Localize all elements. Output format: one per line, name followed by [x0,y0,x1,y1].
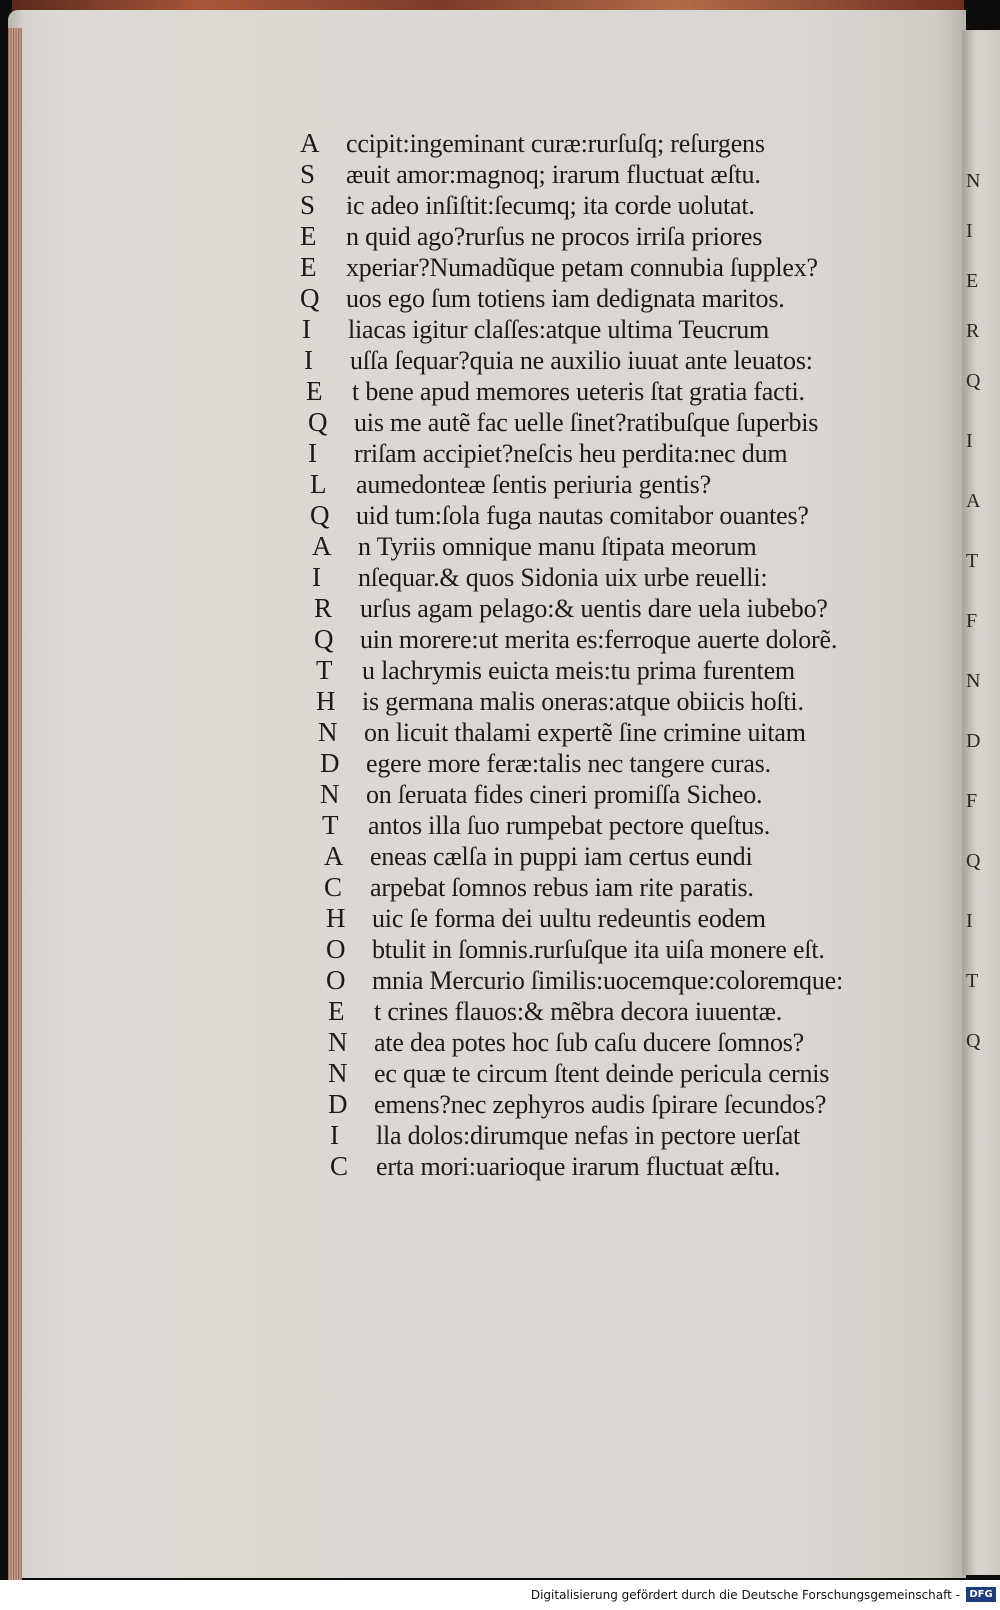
verse-line [328,996,928,1027]
verse-text: on licuit thalami expertẽ ſine crimine uitam [364,718,806,747]
facing-page-fragment: F [966,610,978,632]
verse-initial: A [324,841,344,871]
verse-initial: I [312,562,321,592]
verse-line [318,717,918,748]
verse-line [308,407,908,438]
verse-initial: Q [308,407,328,437]
verse-line [328,1089,928,1120]
facing-page-fragment: N [966,170,981,192]
facing-page-fragment: T [966,550,979,572]
verse-line [316,655,916,686]
verse-initial: L [310,469,327,499]
verse-line [314,593,914,624]
verse-line [310,500,910,531]
verse-line [308,438,908,469]
verse-initial: N [320,779,340,809]
footer-bar [0,1580,1000,1610]
facing-page-fragment: F [966,790,978,812]
verse-text: uos ego ſum totiens iam dedignata maritos. [346,284,785,313]
verse-text: on ſeruata fides cineri promiſſa Sicheo. [366,780,763,809]
verse-initial: C [330,1151,348,1181]
facing-page-fragment: I [966,430,973,452]
verse-initial: T [316,655,333,685]
verse-text: ate dea potes hoc ſub caſu ducere ſomnos? [374,1028,805,1057]
verse-initial: E [328,996,345,1026]
verse-initial: A [300,128,320,158]
facing-page-fragment: Q [966,850,981,872]
verse-initial: H [326,903,346,933]
verse-line [320,748,920,779]
verse-line [326,934,926,965]
verse-line [314,624,914,655]
verse-initial: E [300,252,317,282]
verse-initial: O [326,965,346,995]
verse-initial: N [318,717,338,747]
verse-text: n Tyriis omnique manu ſtipata meorum [358,532,757,561]
verse-line [322,810,922,841]
verse-text: uid tum:ſola fuga nautas comitabor ouantes? [356,501,809,530]
verse-line [330,1151,930,1182]
verse-text: erta mori:uarioque irarum fluctuat æſtu. [376,1152,781,1181]
verse-initial: I [308,438,317,468]
verse-initial: O [326,934,346,964]
verse-initial: N [328,1027,348,1057]
verse-text: eneas cælſa in puppi iam certus eundi [370,842,753,871]
facing-page-fragment: I [966,220,973,242]
verse-line [324,872,924,903]
verse-initial: I [302,314,311,344]
facing-page-fragment: E [966,270,979,292]
verse-initial: R [314,593,332,623]
verse-text: arpebat ſomnos rebus iam rite paratis. [370,873,754,902]
verse-text: ec quæ te circum ſtent deinde pericula cernis [374,1059,830,1088]
verse-line [300,159,900,190]
verse-text: u lachrymis euicta meis:tu prima furentem [362,656,795,685]
dfg-logo: DFG [966,1587,996,1602]
facing-page-fragment: R [966,320,980,342]
verse-initial: I [330,1120,339,1150]
verse-text: xperiar?Numadũque petam connubia ſupplex? [346,253,818,282]
verse-text: rriſam accipiet?neſcis heu perdita:nec dum [354,439,788,468]
facing-page-fragment: N [966,670,981,692]
verse-text: t bene apud memores ueteris ſtat gratia facti. [352,377,805,406]
verse-text: t crines flauos:& mẽbra decora iuuentæ. [374,997,783,1026]
verse-text-block [300,128,900,1182]
verse-initial: Q [310,500,330,530]
verse-line [306,376,906,407]
verse-initial: H [316,686,336,716]
facing-page-fragment: D [966,730,981,752]
verse-initial: Q [314,624,334,654]
verse-line [320,779,920,810]
verse-initial: S [300,190,315,220]
verse-initial: E [300,221,317,251]
verse-line [326,965,926,996]
verse-line [300,252,900,283]
verse-line [302,314,902,345]
verse-initial: I [304,345,313,375]
verse-text: uſſa ſequar?quia ne auxilio iuuat ante leuatos: [350,346,813,375]
verse-initial: A [312,531,332,561]
verse-text: nſequar.& quos Sidonia uix urbe reuelli: [358,563,768,592]
footer-credit: Digitalisierung gefördert durch die Deutsche Forschungsgemeinschaft - [530,1588,960,1602]
verse-text: uic ſe forma dei uultu redeuntis eodem [372,904,766,933]
verse-initial: C [324,872,342,902]
facing-page-fragment: A [966,490,981,512]
verse-initial: S [300,159,315,189]
verse-text: emens?nec zephyros audis ſpirare ſecundos? [374,1090,827,1119]
verse-line [300,221,900,252]
verse-line [328,1027,928,1058]
facing-page-edge [962,30,1000,1575]
verse-line [300,190,900,221]
verse-text: mnia Mercurio ſimilis:uocemque:coloremque: [372,966,844,995]
facing-page-fragment: Q [966,370,981,392]
verse-line [310,469,910,500]
verse-line [326,903,926,934]
verse-line [330,1120,930,1151]
verse-text: uis me autẽ fac uelle ſinet?ratibuſque ſuperbis [354,408,819,437]
verse-text: is germana malis oneras:atque obiicis hoſti. [362,687,804,716]
page-stack-left [8,28,22,1588]
verse-text: n quid ago?rurſus ne procos irriſa priores [346,222,763,251]
verse-text: egere more feræ:talis nec tangere curas. [366,749,771,778]
verse-text: æuit amor:magnoq; irarum fluctuat æſtu. [346,160,761,189]
verse-line [304,345,904,376]
verse-text: uin morere:ut merita es:ferroque auerte dolorẽ. [360,625,838,654]
verse-initial: D [328,1089,348,1119]
facing-page-fragment: Q [966,1030,981,1052]
verse-text: antos illa ſuo rumpebat pectore queſtus. [368,811,771,840]
verse-text: urſus agam pelago:& uentis dare uela iubebo? [360,594,828,623]
verse-initial: D [320,748,340,778]
verse-initial: Q [300,283,320,313]
facing-page-fragment: I [966,910,973,932]
verse-text: btulit in ſomnis.rurſuſque ita uiſa monere eſt. [372,935,825,964]
verse-text: aumedonteæ ſentis periuria gentis? [356,470,711,499]
verse-line [328,1058,928,1089]
verse-initial: N [328,1058,348,1088]
verse-line [300,128,900,159]
verse-text: ic adeo inſiſtit:ſecumq; ita corde uolutat. [346,191,755,220]
verse-line [300,283,900,314]
verse-text: ccipit:ingeminant curæ:rurſuſq; reſurgens [346,129,765,158]
verse-text: lla dolos:dirumque nefas in pectore uerſat [376,1121,801,1150]
verse-initial: T [322,810,339,840]
verse-line [312,531,912,562]
verse-line [324,841,924,872]
verse-initial: E [306,376,323,406]
facing-page-fragment: T [966,970,979,992]
verse-line [316,686,916,717]
verse-line [312,562,912,593]
verse-text: liacas igitur claſſes:atque ultima Teucrum [348,315,770,344]
